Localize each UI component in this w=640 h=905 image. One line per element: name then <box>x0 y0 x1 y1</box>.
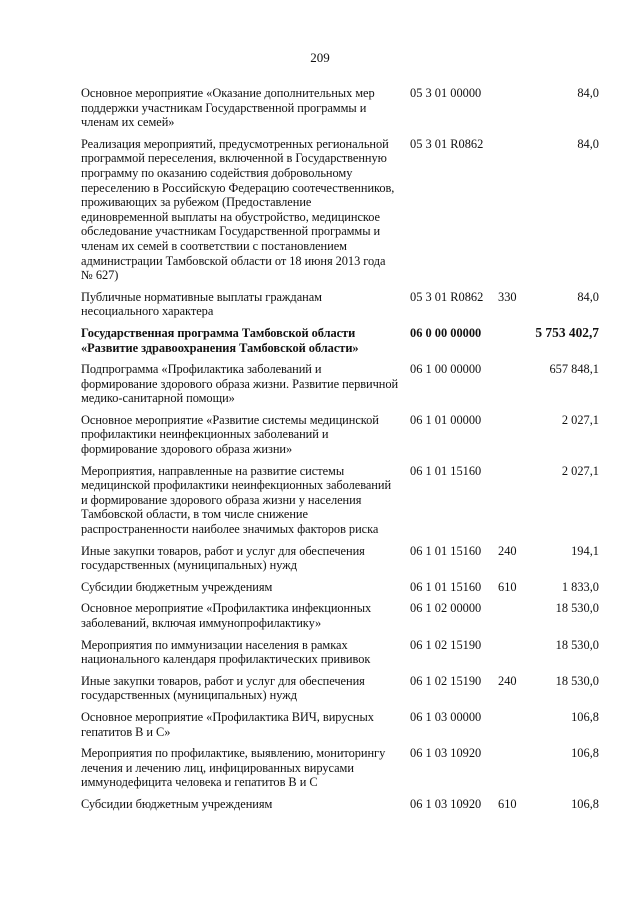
row-amount: 194,1 <box>571 543 599 558</box>
row-name: Основное мероприятие «Профилактика инфекционных заболеваний, включая иммунопрофилактику» <box>81 601 372 630</box>
table-row <box>0 290 640 319</box>
table-row <box>0 601 640 630</box>
table-row <box>0 746 640 790</box>
row-amount: 84,0 <box>577 86 599 100</box>
row-amount: 1 833,0 <box>561 579 599 594</box>
row-expense-type: 240 <box>498 673 517 688</box>
row-name: Мероприятия по профилактике, выявлению, мониторингу лечения и лечению лиц, инфицированных вирусами иммунодефицита человека и гепатитов В и С <box>81 746 386 790</box>
row-expense-type: 240 <box>498 543 517 558</box>
row-name: Основное мероприятие «Профилактика ВИЧ, вирусных гепатитов В и С» <box>81 709 374 739</box>
row-amount: 84,0 <box>577 289 599 304</box>
row-code: 05 3 01 R0862 <box>410 136 484 151</box>
row-code: 06 0 00 00000 <box>410 325 482 340</box>
row-code: 06 1 00 00000 <box>410 362 482 377</box>
row-code: 06 1 03 10920 <box>410 746 482 761</box>
table-row <box>0 638 640 667</box>
row-amount: 2 027,1 <box>561 463 599 478</box>
page-number: 209 <box>310 50 330 65</box>
row-amount: 2 027,1 <box>561 412 599 427</box>
row-amount: 106,8 <box>571 796 599 811</box>
table-row <box>0 674 640 703</box>
row-name: Реализация мероприятий, предусмотренных региональной программой переселения, включенной в Государственную программу по оказанию содействия добровольному переселению в Российскую Федерацию соотечественников, проживающих за рубежом (Предоставление единовременной выплаты на обустройство, медицинское обследование участникам Государственной программы и членам их семей в соответствии с постановлением администрации Тамбовской области от 18 июня 2013 года № 627) <box>81 136 395 283</box>
row-name: Мероприятия по иммунизации населения в рамках национального календаря профилактических прививок <box>81 637 371 667</box>
row-code: 06 1 02 15190 <box>410 673 482 688</box>
budget-table <box>0 86 640 819</box>
table-row <box>0 86 640 130</box>
row-amount: 5 753 402,7 <box>535 324 599 340</box>
table-row <box>0 464 640 537</box>
table-row <box>0 797 640 812</box>
row-amount: 18 530,0 <box>555 673 599 688</box>
row-amount: 657 848,1 <box>549 362 599 377</box>
row-amount: 18 530,0 <box>555 601 599 616</box>
row-name: Иные закупки товаров, работ и услуг для обеспечения государственных (муниципальных) нужд <box>81 543 365 573</box>
row-amount: 18 530,0 <box>555 637 599 652</box>
row-amount: 106,8 <box>571 746 599 761</box>
row-expense-type: 610 <box>498 796 517 811</box>
row-code: 06 1 01 15160 <box>410 579 482 594</box>
row-name: Государственная программа Тамбовской области «Развитие здравоохранения Тамбовской области» <box>81 325 359 355</box>
table-row <box>0 544 640 573</box>
table-row <box>0 326 640 355</box>
row-amount: 84,0 <box>577 136 599 151</box>
row-name: Субсидии бюджетным учреждениям <box>81 579 273 594</box>
table-row <box>0 710 640 739</box>
row-code: 05 3 01 R0862 <box>410 289 484 304</box>
row-code: 06 1 02 15190 <box>410 637 482 652</box>
table-row <box>0 137 640 283</box>
row-name: Мероприятия, направленные на развитие системы медицинской профилактики неинфекционных заболеваний и формирование здорового образа жизни у населения Тамбовской области, в том числе снижение распространенности наиболее значимых факторов риска <box>81 463 392 537</box>
row-name: Иные закупки товаров, работ и услуг для обеспечения государственных (муниципальных) нужд <box>81 673 365 703</box>
row-code: 06 1 01 15160 <box>410 463 482 478</box>
row-expense-type: 330 <box>498 289 517 304</box>
table-row <box>0 580 640 595</box>
row-code: 06 1 03 10920 <box>410 796 482 811</box>
row-code: 05 3 01 00000 <box>410 86 482 100</box>
row-amount: 106,8 <box>571 709 599 724</box>
row-code: 06 1 03 00000 <box>410 709 482 724</box>
row-code: 06 1 02 00000 <box>410 601 482 616</box>
row-name: Подпрограмма «Профилактика заболеваний и формирование здорового образа жизни. Развитие первичной медико-санитарной помощи» <box>81 362 399 406</box>
row-name: Основное мероприятие «Развитие системы медицинской профилактики неинфекционных заболеваний и формирование здорового образа жизни» <box>81 412 379 457</box>
row-name: Публичные нормативные выплаты гражданам несоциального характера <box>81 289 322 319</box>
row-name: Основное мероприятие «Оказание дополнительных мер поддержки участникам Государственной программы и членам их семей» <box>81 86 375 130</box>
table-row <box>0 362 640 406</box>
row-name: Субсидии бюджетным учреждениям <box>81 796 273 811</box>
row-code: 06 1 01 00000 <box>410 412 482 427</box>
row-expense-type: 610 <box>498 579 517 594</box>
table-row <box>0 413 640 457</box>
row-code: 06 1 01 15160 <box>410 543 482 558</box>
